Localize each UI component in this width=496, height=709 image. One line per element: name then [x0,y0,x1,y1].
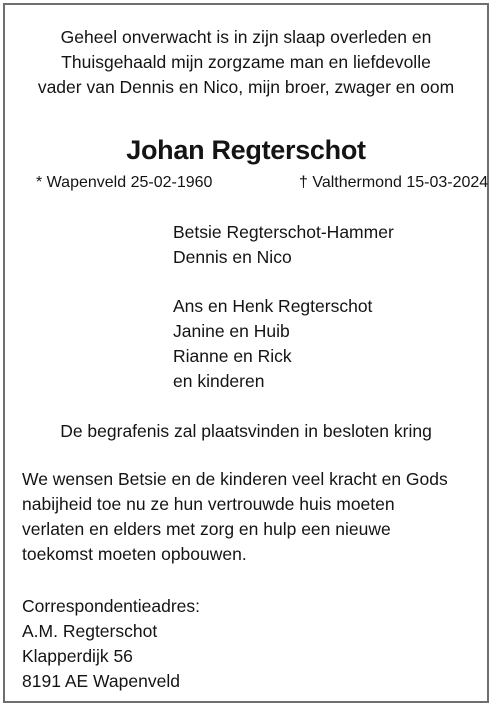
family-name: Ans en Henk Regterschot [173,296,373,316]
message-line: We wensen Betsie en de kinderen veel kracht en Gods [22,469,448,489]
family-name: Dennis en Nico [173,247,292,267]
obituary-card [3,3,489,703]
intro-line: vader van Dennis en Nico, mijn broer, zwager en oom [37,77,455,97]
funeral-notice: De begrafenis zal plaatsvinden in besloten kring [60,421,432,441]
intro-line: Thuisgehaald mijn zorgzame man en liefdevolle [61,52,431,72]
message-line: nabijheid toe nu ze hun vertrouwde huis moeten [22,494,395,514]
message-line: toekomst moeten opbouwen. [22,544,247,564]
correspondence-label: Correspondentieadres: [22,596,201,616]
intro-line: Geheel onverwacht is in zijn slaap overleden en [60,27,432,47]
correspondence-name: A.M. Regterschot [22,621,158,641]
family-name: Rianne en Rick [173,346,292,366]
family-name: Betsie Regterschot-Hammer [173,222,394,242]
correspondence-city: 8191 AE Wapenveld [22,671,180,691]
correspondence-street: Klapperdijk 56 [22,646,133,666]
deceased-name: Johan Regterschot [126,135,366,165]
death-info: † Valthermond 15-03-2024 [299,174,489,191]
message-line: verlaten en elders met zorg en hulp een nieuwe [22,519,391,539]
birth-info: * Wapenveld 25-02-1960 [36,174,213,191]
family-name: en kinderen [173,371,265,391]
family-name: Janine en Huib [173,321,290,341]
